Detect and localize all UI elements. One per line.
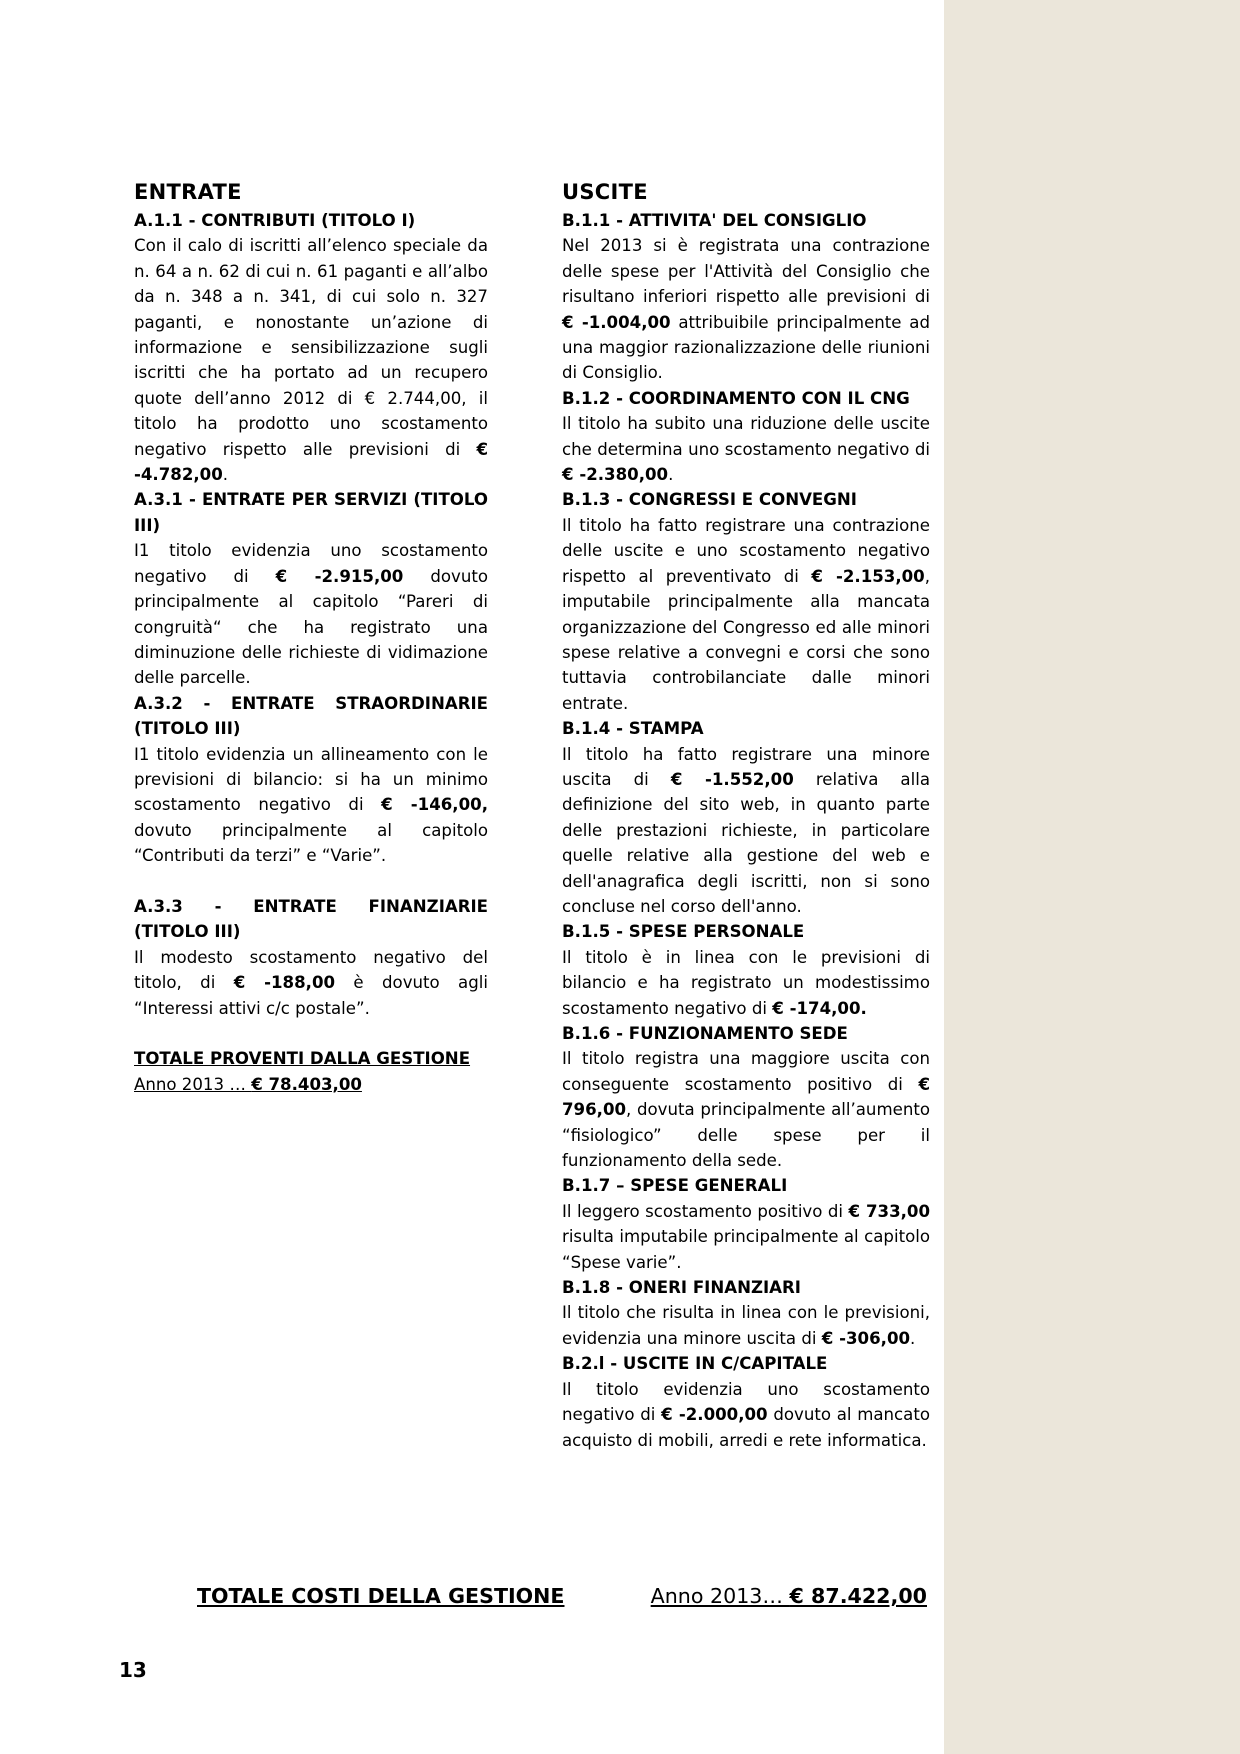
section-title: B.1.7 – SPESE GENERALI (562, 1176, 788, 1196)
section-a-3-2 (134, 691, 488, 869)
text-body: Il titolo evidenzia uno scostamento negativo di (562, 1379, 930, 1425)
spacer (134, 1021, 488, 1046)
totale-proventi (134, 1046, 488, 1097)
totale-proventi-amount: € 78.403,00 (251, 1074, 362, 1094)
entrate-heading: ENTRATE (134, 180, 242, 204)
amount: € 796,00 (562, 1074, 930, 1120)
text-tail: attribuibile principalmente ad una maggior razionalizzazione delle riunioni di Consiglio. (562, 312, 930, 383)
section-b-1-8 (562, 1275, 930, 1351)
text-body: Il titolo registra una maggiore uscita con conseguente scostamento positivo di (562, 1049, 930, 1094)
section-b-1-4 (562, 716, 930, 919)
amount: € -188,00 (233, 973, 336, 993)
text-tail: dovuto al mancato acquisto di mobili, arredi e rete informatica. (562, 1405, 930, 1450)
text-body: I1 titolo evidenzia un allineamento con le previsioni di bilancio: si ha un minimo scostamento negativo di (134, 744, 488, 815)
text-body: Il titolo ha fatto registrare una minore uscita di (562, 744, 930, 789)
uscite-heading: USCITE (562, 180, 648, 204)
text-body: Con il calo di iscritti all’elenco speciale da n. 64 a n. 62 di cui n. 61 paganti e all’albo da n. 348 a n. 341, di cui solo n. 327 paganti, e nonostante un’azione di informazione e sensibilizzazione sugli iscritti che ha portato ad un recupero quote dell’anno 2012 di € 2.744,00, il titolo ha prodotto uno scostamento negativo rispetto alle previsioni di (134, 236, 488, 459)
amount: € -4.782,00 (134, 439, 488, 485)
text-body: I1 titolo evidenzia uno scostamento negativo di (134, 541, 488, 586)
text-body: Il leggero scostamento positivo di (562, 1201, 849, 1221)
text-body: Il titolo ha subito una riduzione delle uscite che determina uno scostamento negativo di (562, 414, 930, 459)
text-body: Il modesto scostamento negativo del titolo, di (134, 947, 488, 993)
section-b-1-7 (562, 1173, 930, 1275)
amount: € -146,00, (381, 795, 488, 815)
text-tail: . (222, 465, 229, 485)
text-tail: , dovuta principalmente all’aumento “fisiologico” delle spese per il funzionamento della sede. (562, 1100, 930, 1171)
section-title: B.1.2 - COORDINAMENTO CON IL CNG (562, 388, 910, 408)
section-title: B.2.l - USCITE IN C/CAPITALE (562, 1354, 828, 1374)
spacer (134, 869, 488, 894)
section-b-1-6 (562, 1021, 930, 1173)
section-title: B.1.1 - ATTIVITA' DEL CONSIGLIO (562, 211, 867, 230)
section-text (134, 233, 488, 487)
totale-costi (197, 1582, 927, 1610)
section-title: B.1.5 - SPESE PERSONALE (562, 922, 805, 942)
entrate-column (134, 178, 488, 1097)
section-a-1-1 (134, 208, 488, 487)
section-text (562, 1046, 930, 1173)
section-text (562, 233, 930, 385)
amount: € -2.915,00 (275, 566, 404, 586)
text-body: Nel 2013 si è registrata una contrazione delle spese per l'Attività del Consiglio che risultano inferiori rispetto alle previsioni di (562, 236, 930, 307)
text-tail: . (910, 1328, 916, 1348)
section-title: B.1.4 - STAMPA (562, 719, 704, 739)
totale-costi-year: Anno 2013… (650, 1584, 790, 1608)
section-title: A.1.1 - CONTRIBUTI (TITOLO I) (134, 211, 416, 230)
amount: € -2.380,00 (562, 465, 669, 485)
section-b-1-1 (562, 208, 930, 386)
amount: € -2.000,00 (661, 1405, 768, 1425)
text-tail: dovuto principalmente al capitolo “Contributi da terzi” e “Varie”. (134, 820, 488, 866)
page-number: 13 (119, 1658, 147, 1682)
amount: € 733,00 (848, 1201, 931, 1221)
section-text (562, 945, 930, 1021)
section-text (562, 513, 930, 716)
section-title: A.3.3 - ENTRATE FINANZIARIE (TITOLO III) (134, 896, 488, 942)
section-title: B.1.8 - ONERI FINANZIARI (562, 1278, 801, 1298)
section-text (562, 1377, 930, 1453)
totale-proventi-label: TOTALE PROVENTI DALLA GESTIONE (134, 1049, 471, 1069)
amount: € -1.552,00 (670, 769, 794, 789)
section-text (562, 411, 930, 487)
amount: € -174,00. (772, 998, 867, 1018)
totale-proventi-value (134, 1072, 488, 1097)
section-title: A.3.2 - ENTRATE STRAORDINARIE (TITOLO III) (134, 693, 488, 739)
text-tail: , imputabile principalmente alla mancata organizzazione del Congresso ed alle minori spese relative a convegni e corsi che sono tuttavia controbilanciate dalle minori entrate. (562, 566, 931, 713)
text-tail: dovuto principalmente al capitolo “Pareri di congruità“ che ha registrato una diminuzione delle richieste di vidimazione delle parcelle. (134, 566, 488, 688)
amount: € -1.004,00 (562, 312, 671, 332)
section-title: B.1.3 - CONGRESSI E CONVEGNI (562, 490, 857, 510)
uscite-column (562, 178, 930, 1453)
section-b-1-5 (562, 919, 930, 1021)
section-text (562, 742, 930, 920)
section-text (562, 1300, 930, 1351)
totale-costi-value (651, 1582, 927, 1610)
totale-proventi-year: Anno 2013 … (134, 1074, 252, 1094)
section-title: B.1.6 - FUNZIONAMENTO SEDE (562, 1024, 848, 1043)
amount: € -306,00 (821, 1328, 911, 1348)
text-tail: risulta imputabile principalmente al capitolo “Spese varie”. (562, 1227, 930, 1272)
section-a-3-1 (134, 487, 488, 690)
amount: € -2.153,00 (811, 566, 925, 586)
section-b-1-2 (562, 386, 930, 488)
side-band (944, 0, 1240, 1754)
section-text (134, 742, 488, 869)
text-tail: . (668, 465, 674, 485)
text-body: Il titolo è in linea con le previsioni di bilancio e ha registrato un modestissimo scostamento negativo di (562, 947, 930, 1018)
text-tail: è dovuto agli “Interessi attivi c/c postale”. (134, 973, 488, 1018)
totale-costi-label: TOTALE COSTI DELLA GESTIONE (197, 1584, 565, 1608)
section-b-2-1 (562, 1351, 930, 1453)
section-text (134, 538, 488, 690)
section-a-3-3 (134, 894, 488, 1021)
text-body: Il titolo che risulta in linea con le previsioni, evidenzia una minore uscita di (562, 1303, 930, 1348)
section-title: A.3.1 - ENTRATE PER SERVIZI (TITOLO III) (134, 490, 488, 535)
totale-costi-amount: € 87.422,00 (789, 1584, 927, 1608)
section-text (562, 1199, 930, 1275)
text-tail: relativa alla definizione del sito web, in quanto parte delle prestazioni richieste, in particolare quelle relative alla gestione del web e dell'anagrafica degli iscritti, non si sono concluse nel corso dell'anno. (562, 769, 930, 916)
text-body: Il titolo ha fatto registrare una contrazione delle uscite e uno scostamento negativo rispetto al preventivato di (562, 515, 930, 586)
section-text (134, 945, 488, 1021)
section-b-1-3 (562, 487, 930, 716)
